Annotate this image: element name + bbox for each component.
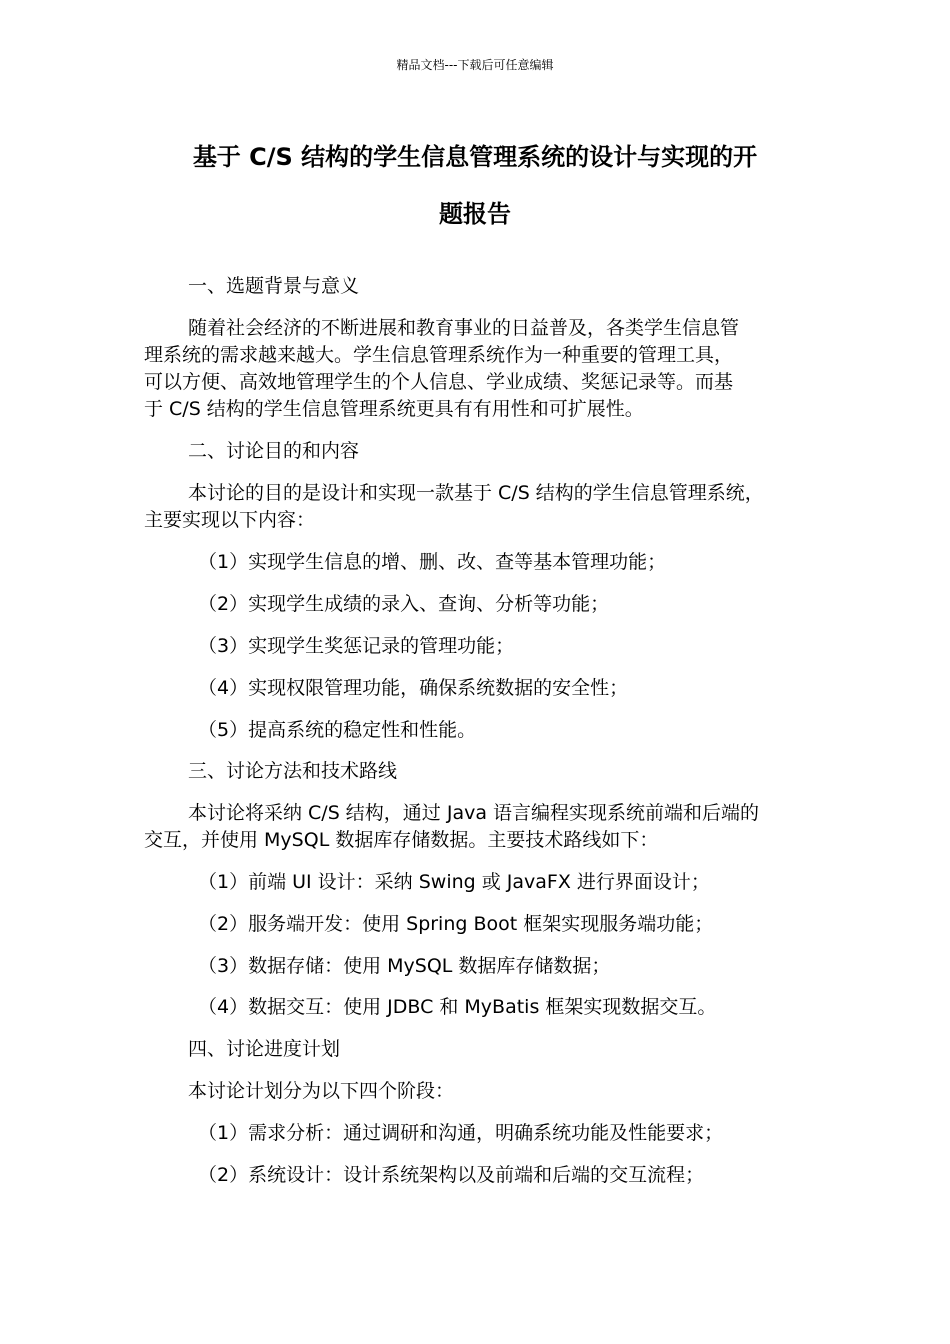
page-header: 精品文档---下载后可任意编辑	[396, 58, 554, 72]
list-item: （1）实现学生信息的增、删、改、查等基本管理功能；	[198, 551, 667, 573]
paragraph-line: 理系统的需求越来越大。学生信息管理系统作为一种重要的管理工具，	[144, 344, 734, 366]
list-item: （4）实现权限管理功能，确保系统数据的安全性；	[198, 677, 629, 699]
paragraph-line: 可以方便、高效地管理学生的个人信息、学业成绩、奖惩记录等。而基	[144, 371, 734, 393]
list-item: （4）数据交互：使用 JDBC 和 MyBatis 框架实现数据交互。	[198, 996, 717, 1018]
paragraph-line: 于 C/S 结构的学生信息管理系统更具有有用性和可扩展性。	[144, 398, 644, 420]
list-item: （3）数据存储：使用 MySQL 数据库存储数据；	[198, 955, 611, 977]
list-item: （2）服务端开发：使用 Spring Boot 框架实现服务端功能；	[198, 913, 714, 935]
list-item: （2）实现学生成绩的录入、查询、分析等功能；	[198, 593, 610, 615]
paragraph-line: 本讨论的目的是设计和实现一款基于 C/S 结构的学生信息管理系统，	[188, 482, 764, 504]
paragraph-line: 随着社会经济的不断进展和教育事业的日益普及，各类学生信息管	[188, 317, 740, 339]
paragraph-line: 交互，并使用 MySQL 数据库存储数据。主要技术路线如下：	[144, 829, 659, 851]
list-item: （2）系统设计：设计系统架构以及前端和后端的交互流程；	[198, 1164, 705, 1186]
section-heading: 四、讨论进度计划	[188, 1038, 341, 1060]
list-item: （1）需求分析：通过调研和沟通，明确系统功能及性能要求；	[198, 1122, 724, 1144]
section-heading: 三、讨论方法和技术路线	[188, 760, 398, 782]
paragraph-line: 主要实现以下内容：	[144, 509, 316, 531]
document-title-line-2: 题报告	[439, 200, 511, 228]
section-heading: 二、讨论目的和内容	[188, 440, 360, 462]
document-title-line-1: 基于 C/S 结构的学生信息管理系统的设计与实现的开	[192, 143, 758, 171]
list-item: （1）前端 UI 设计：采纳 Swing 或 JavaFX 进行界面设计；	[198, 871, 710, 893]
section-heading: 一、选题背景与意义	[188, 275, 360, 297]
paragraph-line: 本讨论将采纳 C/S 结构，通过 Java 语言编程实现系统前端和后端的	[188, 802, 760, 824]
paragraph-line: 本讨论计划分为以下四个阶段：	[188, 1080, 455, 1102]
list-item: （3）实现学生奖惩记录的管理功能；	[198, 635, 515, 657]
list-item: （5）提高系统的稳定性和性能。	[198, 719, 477, 741]
